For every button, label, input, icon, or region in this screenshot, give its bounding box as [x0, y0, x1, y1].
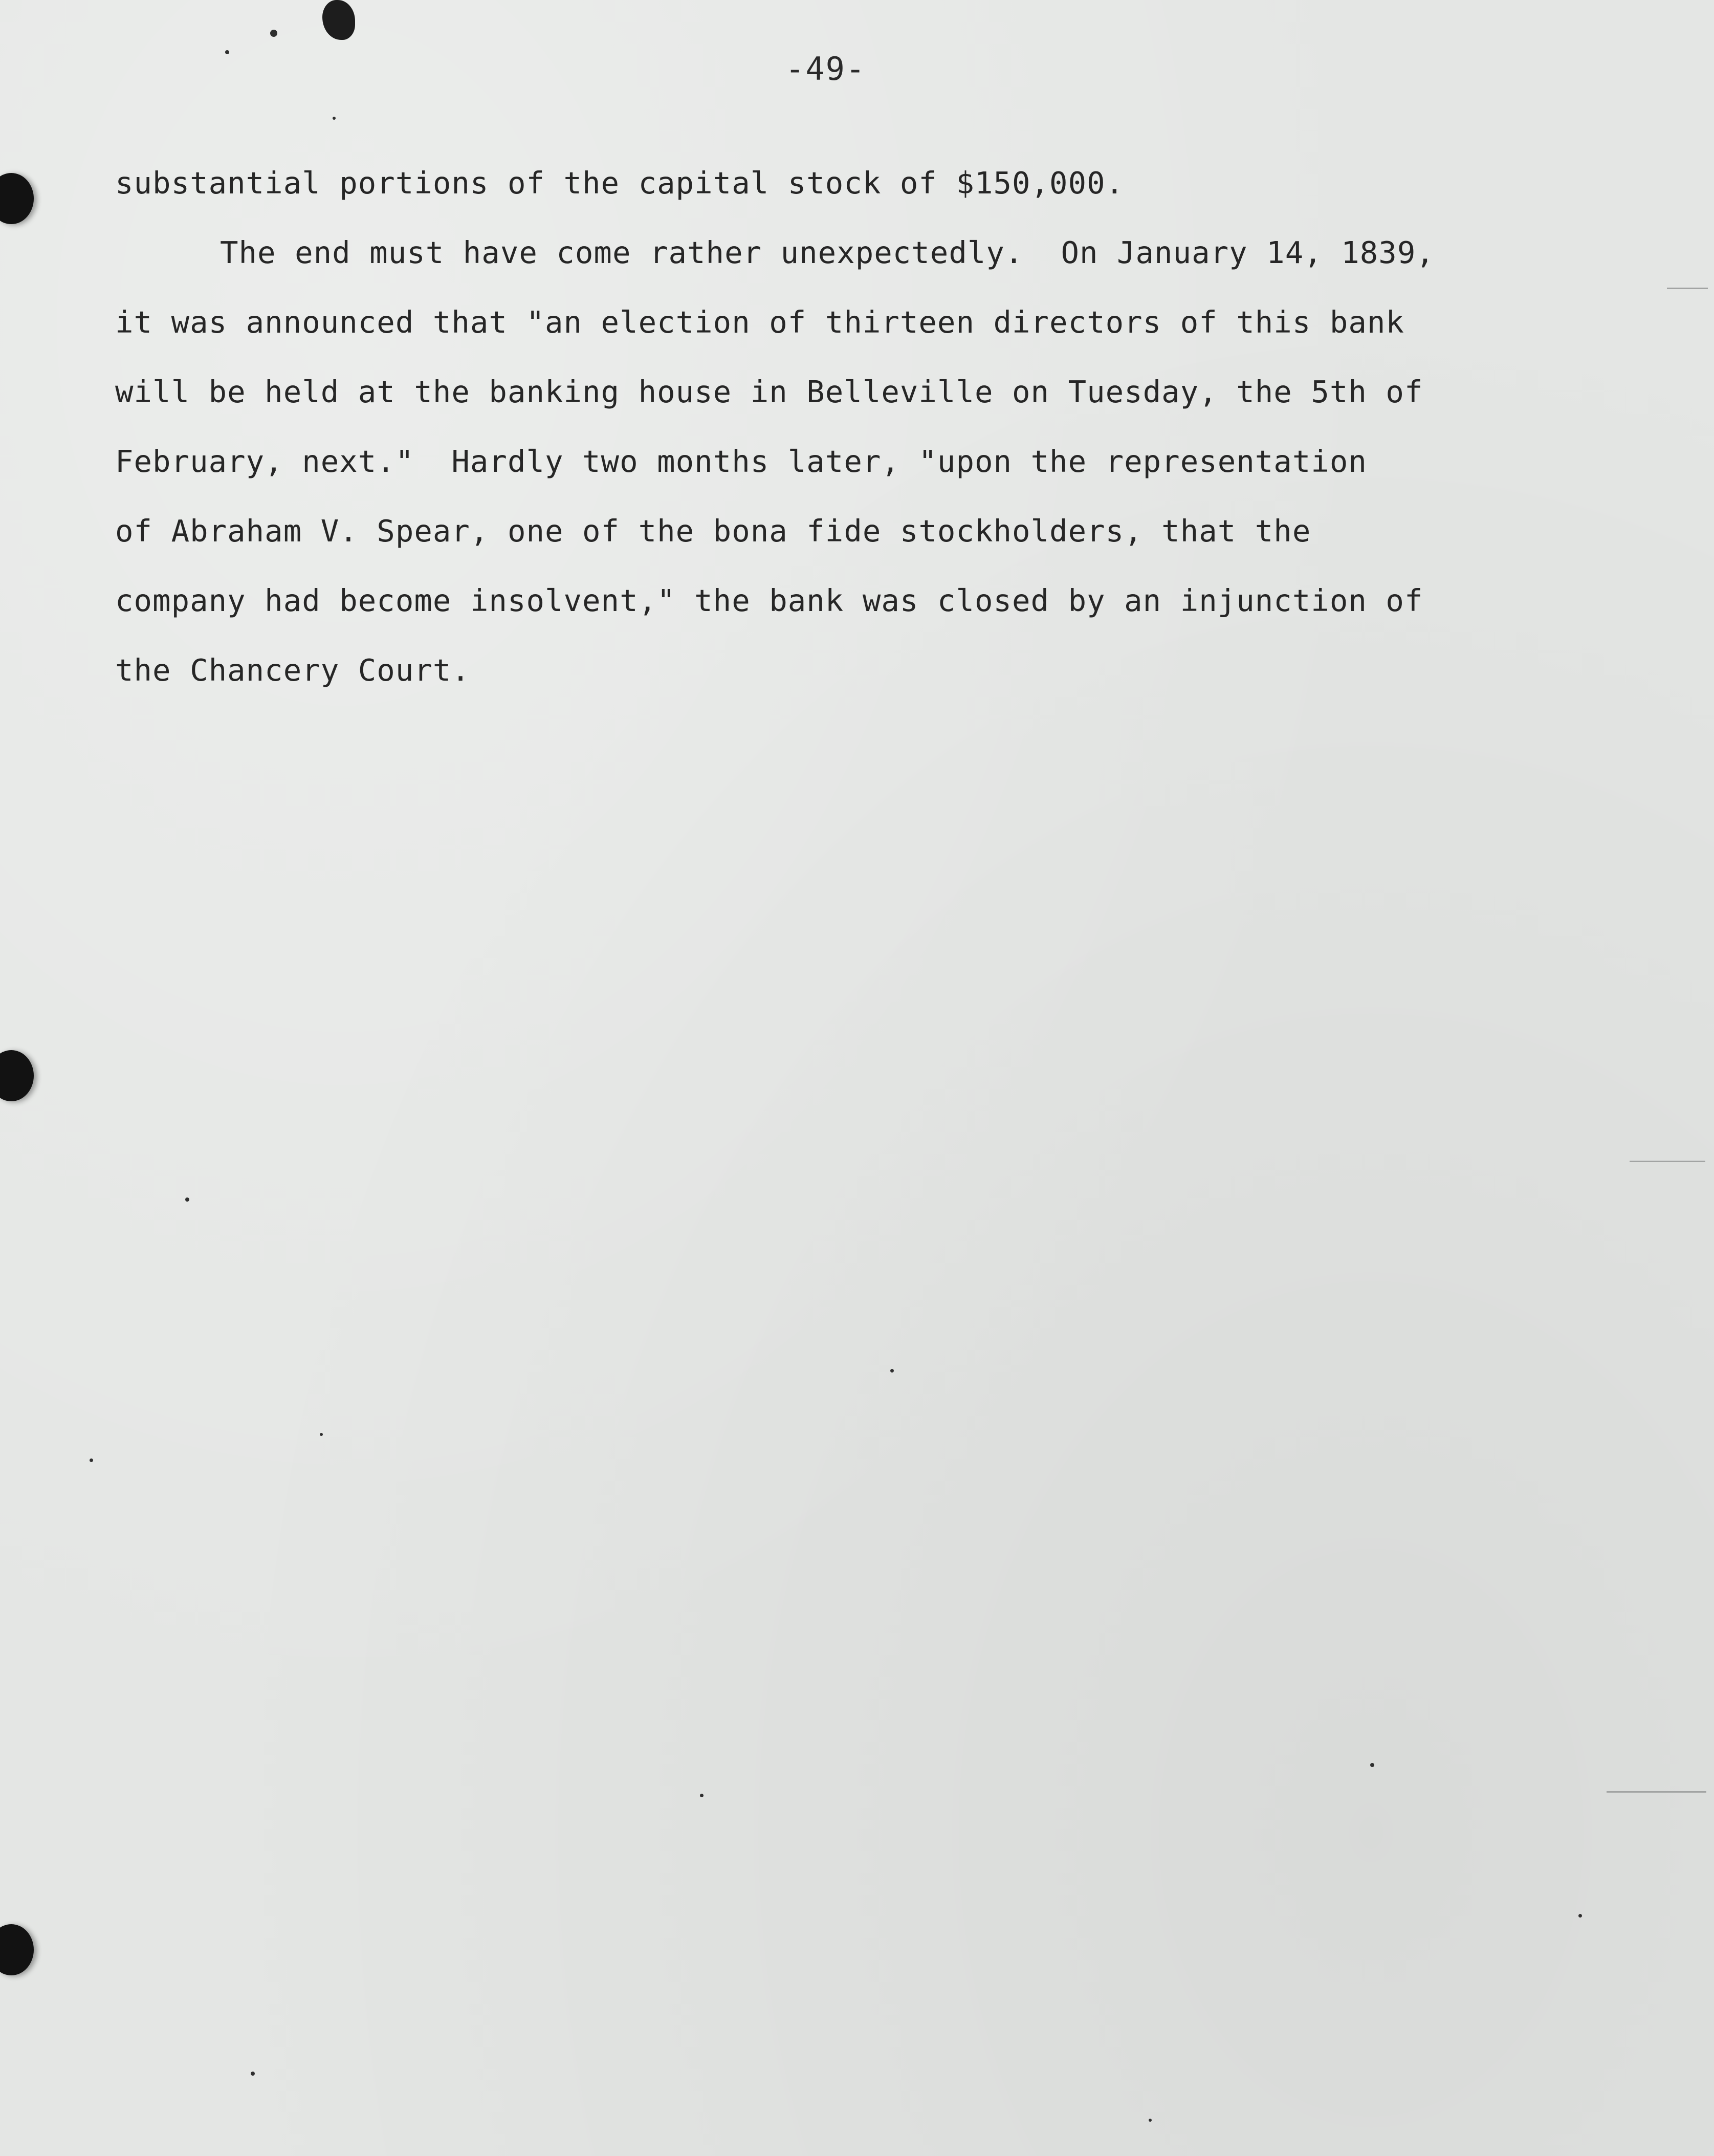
ink-speck [270, 30, 277, 37]
text-line: it was announced that "an election of thirteen directors of this bank [115, 304, 1404, 340]
ink-speck [90, 1458, 93, 1462]
punch-hole-top [0, 173, 34, 224]
text-line: of Abraham V. Spear, one of the bona fide stockholders, that the [115, 513, 1311, 549]
paragraph-continuation [115, 148, 1609, 218]
text-line: February, next." Hardly two months later, "upon the representation [115, 444, 1367, 479]
margin-mark [1607, 1791, 1706, 1793]
text-line: company had become insolvent," the bank was closed by an injunction of [115, 583, 1423, 618]
ink-speck [1370, 1763, 1374, 1767]
ink-speck [890, 1369, 894, 1373]
ink-speck [225, 50, 229, 54]
text-line: substantial portions of the capital stock of $150,000. [115, 165, 1125, 201]
ink-speck [1578, 1914, 1582, 1918]
margin-mark [1630, 1161, 1705, 1162]
text-line: the Chancery Court. [115, 652, 470, 688]
ink-speck [333, 117, 336, 120]
ink-speck [700, 1794, 704, 1797]
body-text [115, 148, 1609, 705]
ink-speck [185, 1197, 189, 1202]
paragraph-bank-closure [115, 218, 1609, 705]
text-line: The end must have come rather unexpectedly. On January 14, 1839, [220, 235, 1435, 270]
ink-speck [1149, 2119, 1152, 2122]
margin-mark [1667, 288, 1708, 289]
ink-blot [322, 0, 355, 40]
page-number: -49- [785, 50, 866, 88]
punch-hole-middle [0, 1050, 34, 1101]
ink-speck [320, 1433, 323, 1436]
text-line: will be held at the banking house in Belleville on Tuesday, the 5th of [115, 374, 1423, 409]
ink-speck [251, 2072, 255, 2076]
punch-hole-bottom [0, 1924, 34, 1975]
